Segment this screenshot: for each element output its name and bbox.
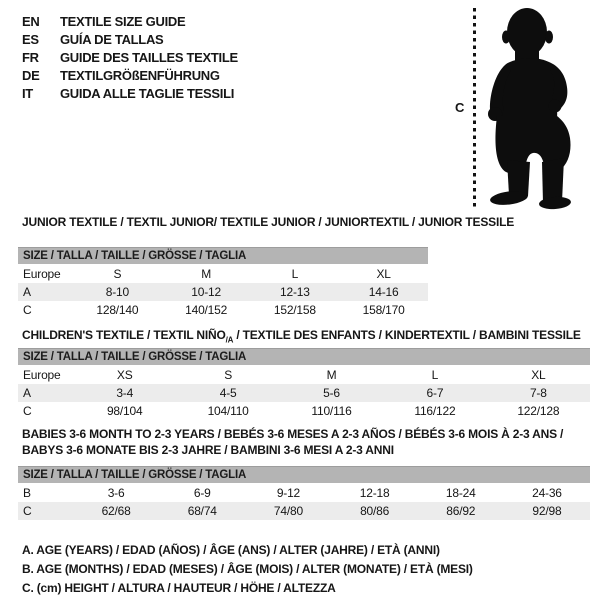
size-header-bar: SIZE / TALLA / TAILLE / GRÖSSE / TAGLIA: [18, 247, 428, 264]
legend: [22, 543, 473, 600]
size-cell: XL: [376, 266, 391, 281]
height-cell: 116/122: [414, 404, 456, 418]
table-row-age: [18, 384, 590, 402]
size-cell: XL: [531, 367, 546, 382]
children-title-sub: /A: [225, 335, 234, 345]
age-cell: 7-8: [529, 386, 547, 400]
junior-section-title: JUNIOR TEXTILE / TEXTIL JUNIOR/ TEXTILE JUNIOR / JUNIORTEXTIL / JUNIOR TESSILE: [22, 215, 515, 229]
language-code: FR: [22, 49, 39, 65]
language-row-es: [22, 30, 238, 48]
size-cell: S: [113, 266, 122, 281]
size-header-bar: SIZE / TALLA / TAILLE / GRÖSSE / TAGLIA: [18, 348, 590, 365]
language-code: ES: [22, 31, 39, 47]
height-cell: 104/110: [207, 404, 249, 418]
age-cell: 8-10: [105, 285, 129, 299]
age-cell: 6-7: [426, 386, 444, 400]
age-cell: 4-5: [219, 386, 237, 400]
table-row-height: [18, 402, 590, 420]
age-cell: 24-36: [532, 485, 562, 500]
height-cell: 80/86: [360, 504, 390, 518]
children-section-title: [22, 328, 581, 344]
height-dotted-line: [473, 8, 476, 208]
row-label: C: [23, 504, 32, 518]
table-row-height: [18, 502, 590, 520]
height-cell: 158/170: [362, 303, 405, 317]
height-cell: 68/74: [187, 504, 217, 518]
age-cell: 12-18: [359, 485, 390, 500]
language-title: GUIDA ALLE TAGLIE TESSILI: [60, 85, 235, 101]
language-code: EN: [22, 13, 40, 29]
height-cell: 74/80: [273, 504, 303, 518]
language-row-de: [22, 66, 238, 84]
legend-line-b: B. AGE (MONTHS) / EDAD (MESES) / ÂGE (MOIS) / ALTER (MONATE) / ETÀ (MESI): [22, 562, 473, 576]
baby-silhouette-icon: [484, 2, 596, 210]
age-cell: 9-12: [276, 485, 301, 500]
size-cell: L: [431, 367, 439, 382]
table-row-europe: [18, 264, 428, 283]
age-cell: 5-6: [323, 386, 340, 400]
language-row-en: [22, 12, 238, 30]
height-cell: 128/140: [96, 303, 139, 317]
language-code: IT: [22, 85, 33, 101]
row-label: B: [23, 485, 31, 500]
language-code: DE: [22, 67, 40, 83]
size-cell: M: [326, 367, 337, 382]
row-label: A: [23, 386, 31, 400]
height-cell: 98/104: [106, 404, 143, 418]
size-cell: S: [224, 367, 233, 382]
row-label: C: [23, 404, 32, 418]
babies-title-line2: BABYS 3-6 MONATE BIS 2-3 JAHRE / BAMBINI 3-6 MESI A 2-3 ANNI: [22, 443, 394, 457]
children-size-table: [18, 348, 590, 420]
height-cell: 92/98: [532, 504, 562, 518]
babies-size-table: [18, 466, 590, 520]
children-title-pre: CHILDREN'S TEXTILE / TEXTIL NIÑO: [22, 328, 226, 342]
height-marker-label: C: [455, 100, 465, 115]
size-header-bar: SIZE / TALLA / TAILLE / GRÖSSE / TAGLIA: [18, 466, 590, 483]
language-title: GUÍA DE TALLAS: [60, 31, 164, 47]
table-row-age-months: [18, 483, 590, 502]
height-cell: 62/68: [101, 504, 131, 518]
size-cell: L: [291, 266, 299, 281]
language-title: TEXTILE SIZE GUIDE: [60, 13, 186, 29]
row-label: Europe: [23, 266, 61, 281]
language-row-fr: [22, 48, 238, 66]
language-title-list: [22, 12, 238, 102]
table-row-age: [18, 283, 428, 301]
height-cell: 140/152: [185, 303, 228, 317]
language-title: GUIDE DES TAILLES TEXTILE: [60, 49, 238, 65]
height-cell: 86/92: [446, 504, 476, 518]
legend-line-a: A. AGE (YEARS) / EDAD (AÑOS) / ÂGE (ANS) / ALTER (JAHRE) / ETÀ (ANNI): [22, 543, 440, 557]
table-row-europe: [18, 365, 590, 384]
size-cell: XS: [116, 367, 133, 382]
language-title: TEXTILGRÖßENFÜHRUNG: [60, 67, 220, 83]
age-cell: 12-13: [280, 285, 310, 299]
row-label: A: [23, 285, 31, 299]
height-cell: 110/116: [311, 404, 352, 418]
babies-section-title: [22, 426, 563, 458]
age-cell: 3-6: [107, 485, 125, 500]
row-label: Europe: [23, 367, 61, 382]
age-cell: 18-24: [445, 485, 476, 500]
children-title-post: / TEXTILE DES ENFANTS / KINDERTEXTIL / BAMBINI TESSILE: [233, 328, 581, 342]
height-figure: [440, 2, 598, 214]
age-cell: 10-12: [191, 285, 221, 299]
age-cell: 3-4: [116, 386, 134, 400]
legend-line-c: C. (cm) HEIGHT / ALTURA / HAUTEUR / HÖHE / ALTEZZA: [22, 581, 336, 595]
junior-size-table: [18, 247, 428, 319]
height-cell: 122/128: [517, 404, 560, 418]
height-cell: 152/158: [273, 303, 316, 317]
language-row-it: [22, 84, 238, 102]
table-row-height: [18, 301, 428, 319]
row-label: C: [23, 303, 32, 317]
age-cell: 6-9: [193, 485, 211, 500]
age-cell: 14-16: [368, 285, 399, 299]
size-cell: M: [201, 266, 212, 281]
babies-title-line1: BABIES 3-6 MONTH TO 2-3 YEARS / BEBÉS 3-6 MESES A 2-3 AÑOS / BÉBÉS 3-6 MOIS À 2-3 ANS /: [22, 427, 564, 441]
